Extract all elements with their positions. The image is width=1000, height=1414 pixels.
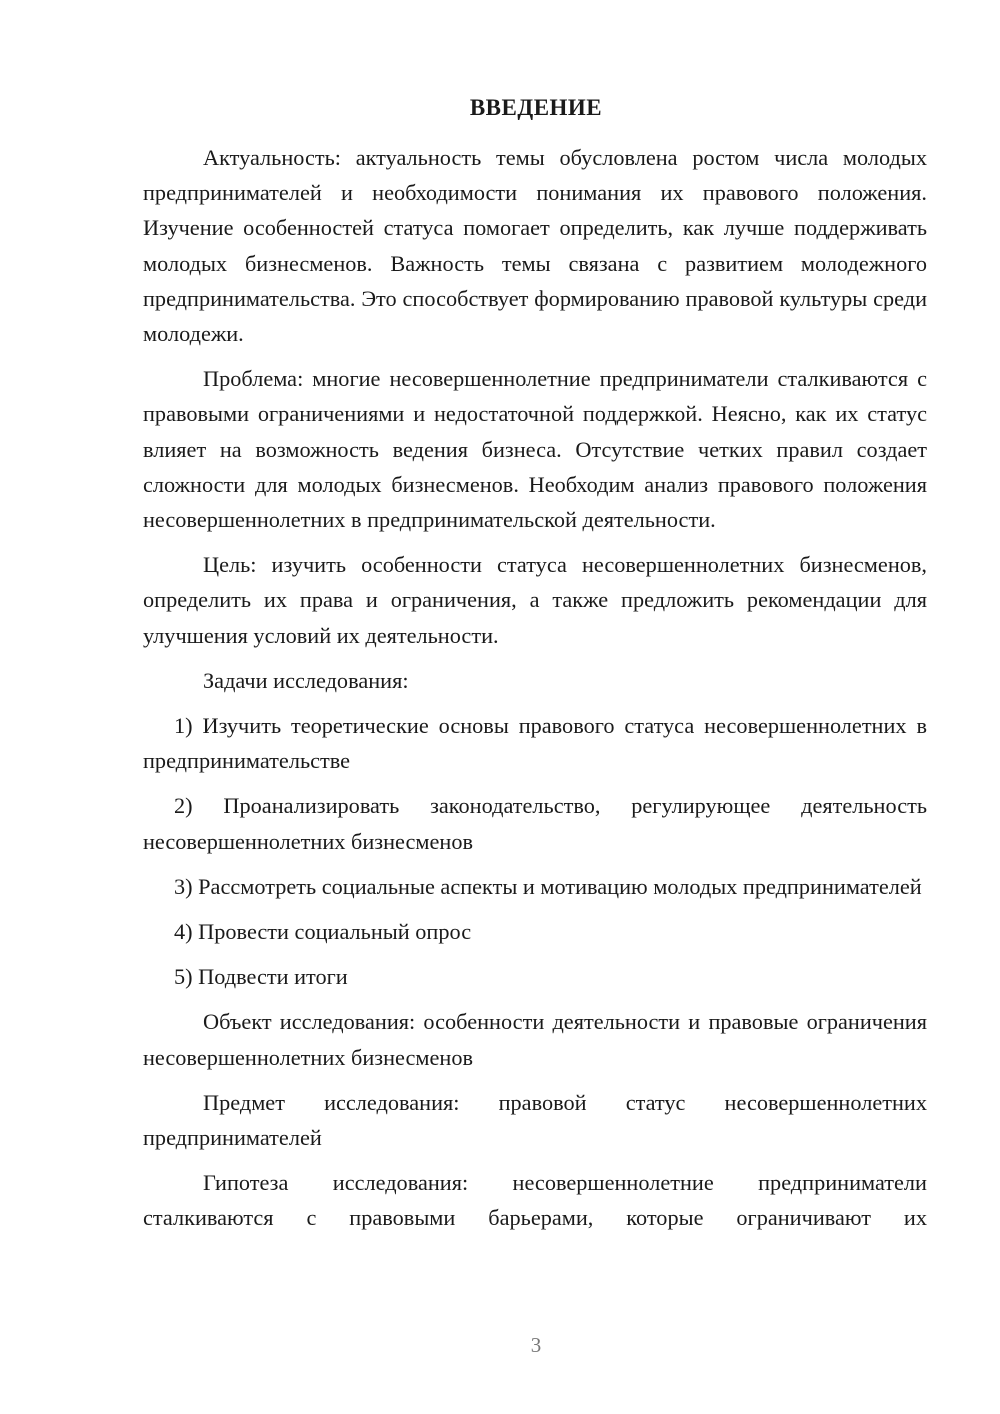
task-item-1: 1) Изучить теоретические основы правового статуса несовершеннолетних в предпринимательстве xyxy=(143,713,927,774)
paragraph-hypothesis: Гипотеза исследования: несовершеннолетние предприниматели сталкиваются с правовыми барьерами, которые ограничивают их xyxy=(143,1170,927,1231)
paragraph-relevance: Актуальность: актуальность темы обусловлена ростом числа молодых предпринимателей и необходимости понимания их правового положения. Изучение особенностей статуса помогает определить, как лучше поддерживать молодых бизнесменов. Важность темы связана с развитием молодежного предпринимательства. Это способствует формированию правовой культуры среди молодежи. xyxy=(143,145,927,347)
paragraph-subject: Предмет исследования: правовой статус несовершеннолетних предпринимателей xyxy=(143,1089,927,1151)
document-body xyxy=(143,140,927,1236)
tasks-heading: Задачи исследования: xyxy=(203,667,409,693)
paragraph-problem: Проблема: многие несовершеннолетние предприниматели сталкиваются с правовыми ограничениями и недостаточной поддержкой. Неясно, как их статус влияет на возможность ведения бизнеса. Отсутствие четких правил создает сложности для молодых бизнесменов. Необходим анализ правового положения несовершеннолетних в предпринимательской деятельности. xyxy=(143,366,927,533)
task-item-2: 2) Проанализировать законодательство, регулирующее деятельность несовершеннолетних бизнесменов xyxy=(143,793,927,854)
page-number: 3 xyxy=(530,1333,542,1357)
task-item-3: 3) Рассмотреть социальные аспекты и мотивацию молодых предпринимателей xyxy=(174,873,922,899)
paragraph-goal: Цель: изучить особенности статуса несовершеннолетних бизнесменов, определить их права и ограничения, а также предложить рекомендации для улучшения условий их деятельности. xyxy=(143,552,927,648)
paragraph-object: Объект исследования: особенности деятельности и правовые ограничения несовершеннолетних бизнесменов xyxy=(143,1009,927,1070)
section-title: ВВЕДЕНИЕ xyxy=(469,95,603,120)
task-item-4: 4) Провести социальный опрос xyxy=(174,919,472,945)
task-item-5: 5) Подвести итоги xyxy=(174,964,348,990)
